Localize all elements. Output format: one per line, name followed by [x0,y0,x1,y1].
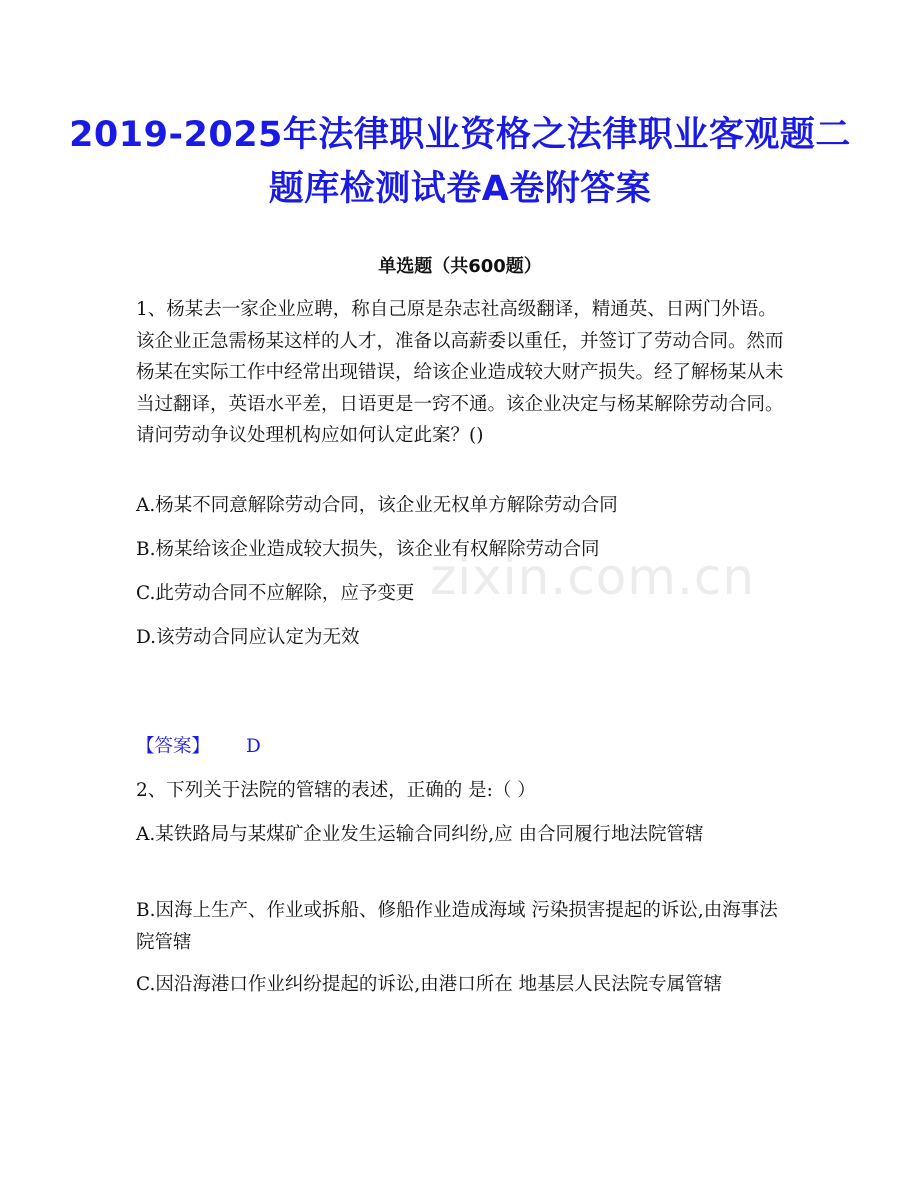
question-1-stem: 1、杨某去一家企业应聘，称自己原是杂志社高级翻译，精通英、日两门外语。该企业正急需杨某这样的人才，准备以高薪委以重任，并签订了劳动合同。然而杨某在实际工作中经常出现错误，给该企业造成较大财产损失。经了解杨某从未当过翻译，英语水平差，日语更是一窍不通。该企业决定与杨某解除劳动合同。请问劳动争议处理机构应如何认定此案？() [136,299,784,447]
answer-value: D [246,736,261,757]
question-2-stem: 2、下列关于法院的管辖的表述，正确的 是:（ ） [136,780,536,801]
watermark: zixin.com.cn [430,548,756,606]
question-2-option-c: C.因沿海港口作业纠纷提起的诉讼,由港口所在 地基层人民法院专属管辖 [136,974,723,995]
question-1-option-c: C.此劳动合同不应解除，应予变更 [136,583,415,604]
section-heading: 单选题（共600题） [378,256,542,277]
question-1-option-d: D.该劳动合同应认定为无效 [136,627,360,648]
question-2-option-a: A.某铁路局与某煤矿企业发生运输合同纠纷,应 由合同履行地法院管辖 [136,824,704,845]
question-1-option-a: A.杨某不同意解除劳动合同，该企业无权单方解除劳动合同 [136,495,618,516]
question-1-option-b: B.杨某给该企业造成较大损失，该企业有权解除劳动合同 [136,539,600,560]
document-title: 2019-2025年法律职业资格之法律职业客观题二题库检测试卷A卷附答案 [69,115,851,209]
question-2-option-b: B.因海上生产、作业或拆船、修船作业造成海域 污染损害提起的诉讼,由海事法院管辖 [136,900,778,953]
question-1-answer [136,733,261,761]
answer-label: 【答案】 [136,736,211,757]
